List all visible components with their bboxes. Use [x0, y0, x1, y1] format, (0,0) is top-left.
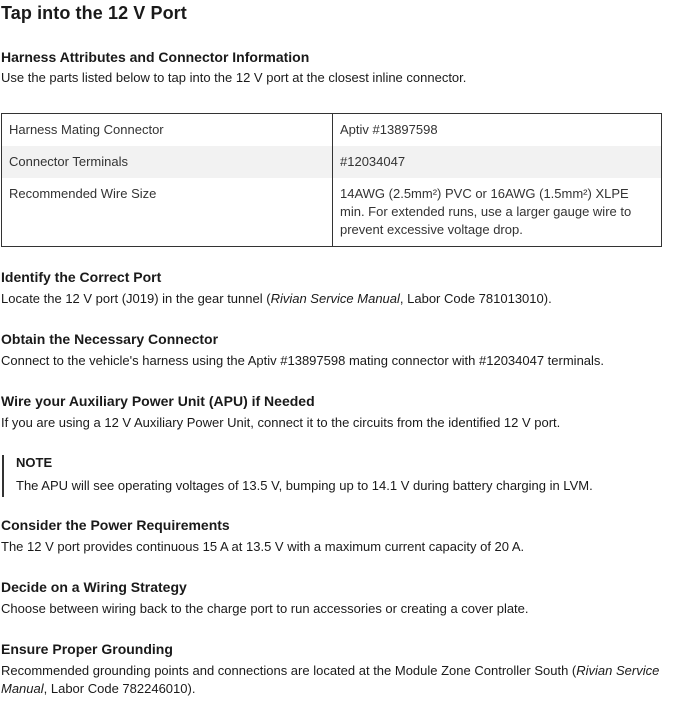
table-row	[2, 146, 662, 178]
grounding-text	[1, 662, 666, 698]
harness-table	[1, 113, 662, 247]
grounding-text-after: , Labor Code 782246010).	[43, 681, 196, 696]
table-cell-value: 14AWG (2.5mm²) PVC or 16AWG (1.5mm²) XLPE min. For extended runs, use a larger gauge wire to prevent excessive voltage drop.	[340, 186, 632, 237]
wire-text: If you are using a 12 V Auxiliary Power Unit, connect it to the circuits from the identified 12 V port.	[1, 415, 561, 430]
table-row	[2, 114, 662, 147]
harness-intro: Use the parts listed below to tap into the 12 V port at the closest inline connector.	[1, 70, 467, 85]
table-cell-value: Aptiv #13897598	[340, 122, 438, 137]
table-cell-value: #12034047	[333, 146, 662, 178]
table-row	[2, 178, 662, 247]
note-text: The APU will see operating voltages of 13.5 V, bumping up to 14.1 V during battery charging in LVM.	[16, 478, 593, 493]
identify-text	[1, 290, 666, 308]
wiring-text: Choose between wiring back to the charge port to run accessories or creating a cover plate.	[1, 601, 529, 616]
obtain-heading: Obtain the Necessary Connector	[1, 331, 219, 347]
grounding-text-italic: Rivian Service Manual	[1, 663, 660, 696]
table-cell-label: Harness Mating Connector	[2, 114, 333, 147]
table-cell-label: Recommended Wire Size	[2, 178, 333, 247]
note-title: NOTE	[16, 455, 53, 470]
power-heading: Consider the Power Requirements	[1, 517, 230, 533]
wire-heading: Wire your Auxiliary Power Unit (APU) if Needed	[1, 393, 315, 409]
harness-heading: Harness Attributes and Connector Information	[1, 49, 310, 65]
wiring-heading: Decide on a Wiring Strategy	[1, 579, 187, 595]
identify-text-before: Locate the 12 V port (J019) in the gear tunnel (	[1, 291, 271, 306]
obtain-text: Connect to the vehicle's harness using the Aptiv #13897598 mating connector with #12034047 terminals.	[1, 353, 605, 368]
power-text: The 12 V port provides continuous 15 A at 13.5 V with a maximum current capacity of 20 A.	[1, 539, 525, 554]
identify-heading: Identify the Correct Port	[1, 269, 162, 285]
identify-text-italic: Rivian Service Manual	[270, 291, 400, 306]
grounding-text-before: Recommended grounding points and connections are located at the Module Zone Controller South (	[1, 663, 577, 678]
page-title: Tap into the 12 V Port	[1, 3, 187, 23]
note-callout	[2, 455, 656, 497]
identify-text-after: , Labor Code 781013010).	[399, 291, 552, 306]
table-cell-label: Connector Terminals	[2, 146, 333, 178]
grounding-heading: Ensure Proper Grounding	[1, 641, 173, 657]
